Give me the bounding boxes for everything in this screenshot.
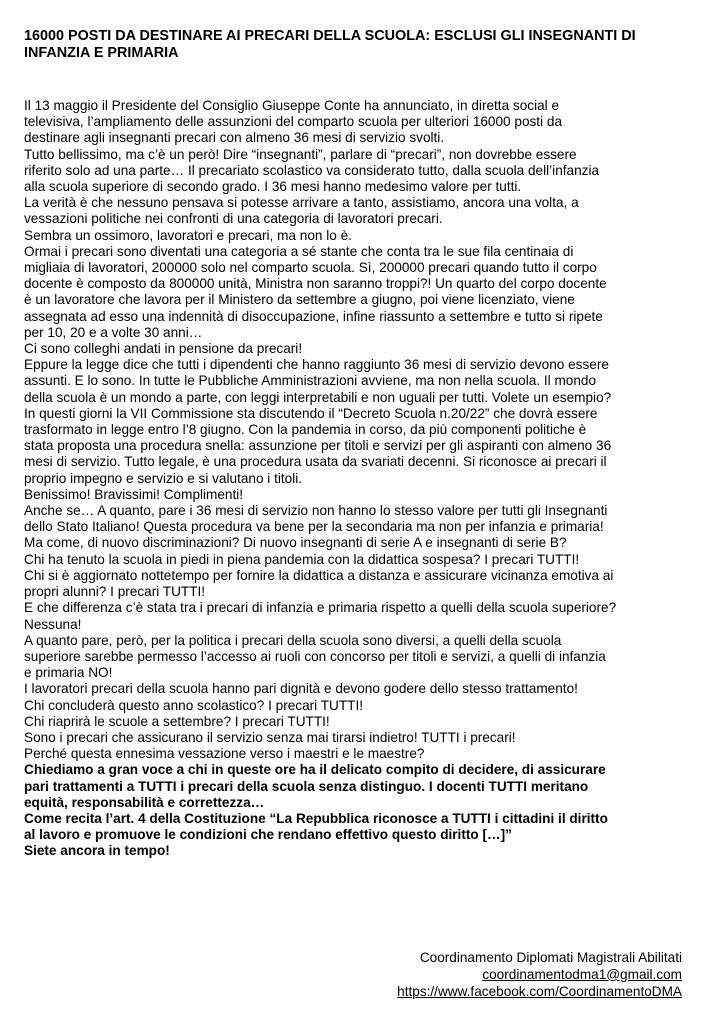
organization-name: Coordinamento Diplomati Magistrali Abilitati [419,950,682,965]
title-line: 16000 POSTI DA DESTINARE AI PRECARI DELLA SCUOLA: ESCLUSI GLI INSEGNANTI DI [24,28,636,44]
body-line: Eppure la legge dice che tutti i dipendenti che hanno raggiunto 36 mesi di servizio devono essere [24,357,609,373]
body-line: Chi si è aggiornato nottetempo per fornire la didattica a distanza e assicurare vicinanza emotiva ai [24,567,614,583]
body-line: docente è composto da 800000 unità, Ministra non saranno troppi?! Un quarto del corpo docente [24,276,607,292]
body-line: Anche se… A quanto, pare i 36 mesi di servizio non hanno lo stesso valore per tutti gli Insegnanti [24,503,608,519]
body-line-bold: al lavoro e promuove le condizioni che rendano effettivo questo diritto […]” [24,827,512,843]
body-line: alla scuola superiore di secondo grado. I 36 mesi hanno medesimo valore per tutti. [24,179,522,195]
body-line: E che differenza c’è stata tra i precari di infanzia e primaria rispetto a quelli della scuola superiore? [24,600,617,616]
body-line-bold: Chiediamo a gran voce a chi in queste ore ha il delicato compito di decidere, di assicurare [24,762,606,778]
body-line: Perché questa ennesima vessazione verso i maestri e le maestre? [24,746,425,762]
body-line: vessazioni politiche nei confronti di una categoria di lavoratori precari. [24,211,443,227]
body-line: Benissimo! Bravissimi! Complimenti! [24,486,244,502]
body-line: è un lavoratore che lavora per il Ministero da settembre a giugno, poi viene licenziato, viene [24,292,575,308]
body-line: Sono i precari che assicurano il servizio senza mai tirarsi indietro! TUTTI i precari! [24,729,516,745]
body-line: Chi riaprirà le scuole a settembre? I precari TUTTI! [24,713,330,729]
body-line: Nessuna! [24,616,82,632]
facebook-link[interactable]: https://www.facebook.com/CoordinamentoDMA [397,983,682,999]
body-line: per 10, 20 e a volte 30 anni… [24,324,203,340]
document-title [24,28,694,62]
document-body [24,98,696,860]
body-line: destinare agli insegnanti precari con almeno 36 mesi di servizio svolti. [24,130,445,146]
body-line-bold: Siete ancora in tempo! [24,843,170,859]
body-line: propri alunni? I precari TUTTI! [24,584,206,600]
signature-block [397,950,682,1000]
body-line: proprio impegno e servizio e si valutano i titoli. [24,470,303,486]
body-line: mesi di servizio. Tutto legale, è una procedura usata da svariati decenni. Si riconosce ai precari il [24,454,607,470]
email-link[interactable]: coordinamentodma1@gmail.com [482,966,682,982]
body-line: Tutto bellissimo, ma c’è un però! Dire “insegnanti”, parlare di “precari”, non dovrebbe essere [24,146,577,162]
body-line: La verità è che nessuno pensava si potesse arrivare a tanto, assistiamo, ancora una volta, a [24,195,579,211]
body-line: riferito solo ad una parte… Il precariato scolastico va considerato tutto, dalla scuola dell’infanzia [24,162,600,178]
body-line: Ma come, di nuovo discriminazioni? Di nuovo insegnanti di serie A e insegnanti di serie B? [24,535,567,551]
body-line: Sembra un ossimoro, lavoratori e precari, ma non lo è. [24,227,352,243]
body-line: della scuola è un mondo a parte, con leggi interpretabili e non uguali per tutti. Volete un esempio? [24,389,612,405]
body-line-bold: equità, responsabilità e correttezza… [24,794,265,810]
body-line: dello Stato Italiano! Questa procedura va bene per la secondaria ma non per infanzia e primaria! [24,519,604,535]
body-line: Chi concluderà questo anno scolastico? I precari TUTTI! [24,697,364,713]
body-line-bold: pari trattamenti a TUTTI i precari della scuola senza distinguo. I docenti TUTTI meritano [24,778,589,794]
body-line: migliaia di lavoratori, 200000 solo nel comparto scuola. Sì, 200000 precari quando tutto il corpo [24,260,597,276]
body-line: assegnata ad esso una indennità di disoccupazione, infine riassunto a settembre e tutto si ripete [24,308,603,324]
body-line: stata proposta una procedura snella: assunzione per titoli e servizi per gli aspiranti con almeno 36 [24,438,612,454]
body-line: I lavoratori precari della scuola hanno pari dignità e devono godere dello stesso trattamento! [24,681,578,697]
body-line: A quanto pare, però, per la politica i precari della scuola sono diversi, a quelli della scuola [24,632,562,648]
body-line: Il 13 maggio il Presidente del Consiglio Giuseppe Conte ha annunciato, in diretta social e [24,98,560,113]
body-line: In questi giorni la VII Commissione sta discutendo il “Decreto Scuola n.20/22” che dovrà essere [24,405,598,421]
title-line: INFANZIA E PRIMARIA [24,45,179,61]
body-line: assunti. E lo sono. In tutte le Pubbliche Amministrazioni avviene, ma non nella scuola. Il mondo [24,373,597,389]
body-line: Chi ha tenuto la scuola in piedi in piena pandemia con la didattica sospesa? I precari TUTTI! [24,551,580,567]
body-line: Ormai i precari sono diventati una categoria a sé stante che conta tra le sue fila centinaia di [24,243,574,259]
body-line: trasformato in legge entro l’8 giugno. Con la pandemia in corso, da più componenti politiche è [24,422,587,438]
body-line: Ci sono colleghi andati in pensione da precari! [24,341,303,357]
body-line-bold: Come recita l’art. 4 della Costituzione “La Repubblica riconosce a TUTTI i cittadini il diritto [24,810,608,826]
body-line: e primaria NO! [24,665,113,681]
body-line: televisiva, l’ampliamento delle assunzioni del comparto scuola per ulteriori 16000 posti da [24,114,563,130]
body-line: superiore sarebbe permesso l’accesso ai ruoli con concorso per titoli e servizi, a quelli di infanzia [24,648,606,664]
